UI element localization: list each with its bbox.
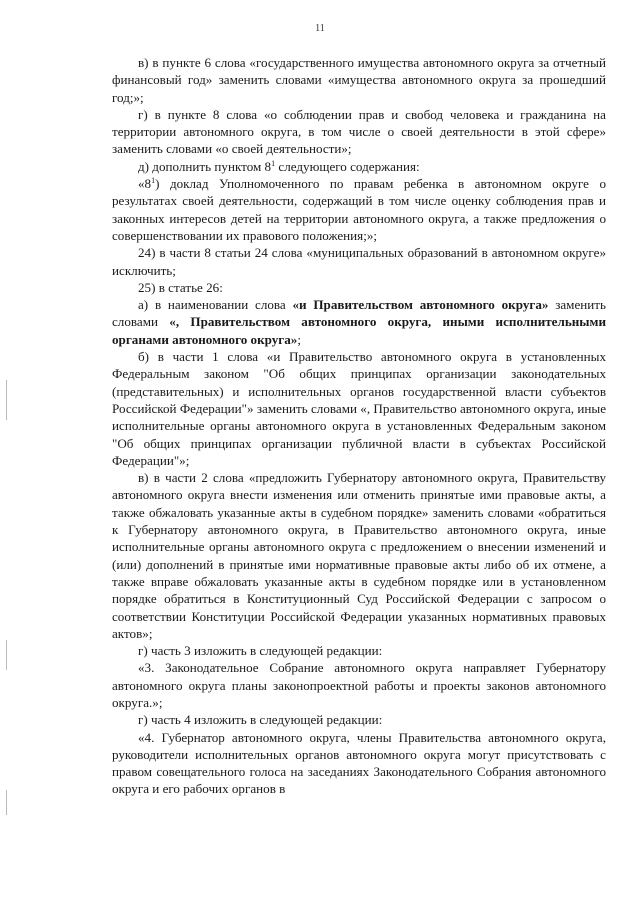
superscript: 1: [151, 176, 156, 186]
paragraph: г) в пункте 8 слова «о соблюдении прав и свобод человека и гражданина на территории автономного округа, в том числе о своей деятельности в этой сфере» заменить словами «о своей деятельности»;: [112, 106, 606, 157]
paragraph: [112, 296, 606, 348]
paragraph: «4. Губернатор автономного округа, члены Правительства автономного округа, руководители исполнительных органов автономного округа могут присутствовать с правом совещательного голоса на заседаниях Законодательного Собрания автономного округа и его рабочих органов в: [112, 729, 606, 797]
bold-text-run: «, Правительством автономного округа, иными исполнительными органами автономного округа»: [112, 314, 606, 347]
text-run: заменить словами: [112, 297, 606, 330]
paragraph: г) часть 3 изложить в следующей редакции:: [138, 643, 383, 659]
paragraph: в) в пункте 6 слова «государственного имущества автономного округа за отчетный финансовый год» заменить словами «имущества автономного округа за прошедший год;»;: [112, 55, 606, 105]
paragraph: [112, 175, 606, 244]
superscript: 1: [271, 158, 276, 168]
page-number: 11: [315, 23, 325, 34]
scan-artifact: [6, 640, 7, 670]
paragraph: г) часть 4 изложить в следующей редакции:: [138, 712, 383, 728]
scan-artifact: [6, 790, 7, 815]
paragraph: б) в части 1 слова «и Правительство автономного округа в установленных Федеральным законом "Об общих принципах организации законодательных (представительных) и исполнительных органов государственной власти субъектов Российской Федерации"» заменить словами «, Правительство автономного округа, иные исполнительные органы автономного округа в установленных Федеральным законом "Об общих принципах организации публичной власти в субъектах Российской Федерации"»;: [112, 349, 606, 468]
paragraph: [112, 158, 606, 175]
bold-text-run: «и Правительством автономного округа»: [292, 297, 549, 313]
text-run: д) дополнить пунктом 8: [138, 158, 272, 174]
text-run: ) доклад Уполномоченного по правам ребенка в автономном округе о результатах своей деятельности, содержащий в том числе оценку соблюдения прав и законных интересов детей на территории автономного округа, а также предложения о совершенствовании их правового положения;»;: [112, 176, 606, 243]
scan-artifact: [6, 380, 7, 420]
text-run: а) в наименовании слова: [138, 297, 293, 313]
paragraph: 24) в части 8 статьи 24 слова «муниципальных образований в автономном округе» исключить;: [112, 245, 606, 278]
text-run: «8: [138, 176, 152, 192]
paragraph: «3. Законодательное Собрание автономного округа направляет Губернатору автономного округа планы законопроектной работы и проекты законов автономного округа.»;: [112, 660, 606, 710]
paragraph: в) в части 2 слова «предложить Губернатору автономного округа, Правительству автономного округа внести изменения или отменить принятые ими правовые акты, а также обжаловать указанные акты в судебном порядке» заменить словами «обратиться к Губернатору автономного округа, в Правительство автономного округа, иные исполнительные органы автономного округа с предложением о внесении изменений и (или) дополнений в принятые ими нормативные правовые акты либо об их отмене, а также вправе обжаловать указанные акты в судебном порядке или в установленном порядке обратиться в Конституционный Суд Российской Федерации с запросом о соответствии Конституции Российской Федерации указанных нормативных правовых актов»;: [112, 470, 606, 641]
paragraph: 25) в статье 26:: [138, 279, 223, 295]
text-run: ;: [297, 331, 301, 347]
document-body: [112, 54, 606, 798]
text-run: следующего содержания:: [275, 158, 420, 174]
